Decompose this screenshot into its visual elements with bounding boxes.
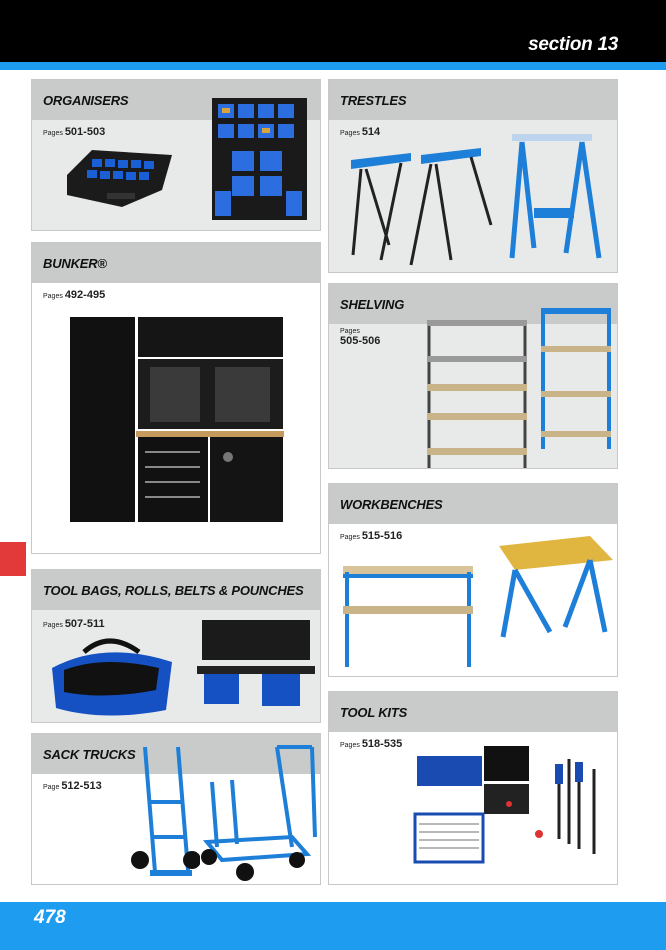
card-title: WORKBENCHES [340, 496, 443, 512]
tool-bag-image [44, 630, 179, 720]
pages-ref: Page 512-513 [43, 780, 102, 792]
pages-ref: Pages 515-516 [340, 530, 403, 542]
card-organisers[interactable] [31, 79, 321, 231]
card-tool-kits[interactable] [328, 691, 618, 885]
sack-truck-image [130, 742, 200, 884]
pages-ref: Pages 514 [340, 126, 381, 138]
trestle-pair-image [351, 145, 501, 270]
card-title: TOOL KITS [340, 704, 408, 720]
card-title: ORGANISERS [43, 92, 129, 108]
card-header [32, 243, 320, 283]
card-header [329, 692, 617, 732]
blue-shelving-image [539, 306, 614, 451]
adjustable-trestle-image [504, 128, 609, 268]
pages-ref: Pages 518-535 [340, 738, 403, 750]
card-tool-bags[interactable] [31, 569, 321, 723]
section-tab-marker [0, 542, 26, 576]
pages-ref: Pages 492-495 [43, 289, 106, 301]
pages-ref: Pages 501-503 [43, 126, 106, 138]
grey-shelving-image [425, 318, 530, 469]
page-number: 478 [34, 907, 66, 928]
card-title: SACK TRUCKS [43, 746, 136, 762]
bunker-workshop-image [70, 317, 285, 525]
card-trestles[interactable] [328, 79, 618, 273]
tool-roll-belt-image [192, 618, 317, 718]
card-sack-trucks[interactable] [31, 733, 321, 885]
card-title: SHELVING [340, 296, 405, 312]
workbench-image [341, 562, 476, 670]
card-title: TOOL BAGS, ROLLS, BELTS & POUNCHES [43, 582, 304, 598]
card-bunker[interactable] [31, 242, 321, 554]
card-header [32, 570, 320, 610]
section-title: section 13 [528, 34, 618, 55]
card-title: BUNKER® [43, 255, 107, 271]
card-header [329, 484, 617, 524]
card-title: TRESTLES [340, 92, 407, 108]
card-shelving[interactable] [328, 283, 618, 469]
footer-bar [0, 902, 666, 950]
top-accent-stripe [0, 62, 666, 70]
tool-kit-image [409, 744, 609, 869]
drawer-cabinet-image [210, 96, 310, 224]
pages-ref: Pages 507-511 [43, 618, 105, 630]
stair-climber-truck-image [197, 742, 317, 884]
folding-workbench-image [495, 532, 613, 644]
card-header [329, 80, 617, 120]
organiser-case-image [62, 145, 177, 210]
pages-ref: Pages 505-506 [340, 328, 381, 347]
card-workbenches[interactable] [328, 483, 618, 677]
